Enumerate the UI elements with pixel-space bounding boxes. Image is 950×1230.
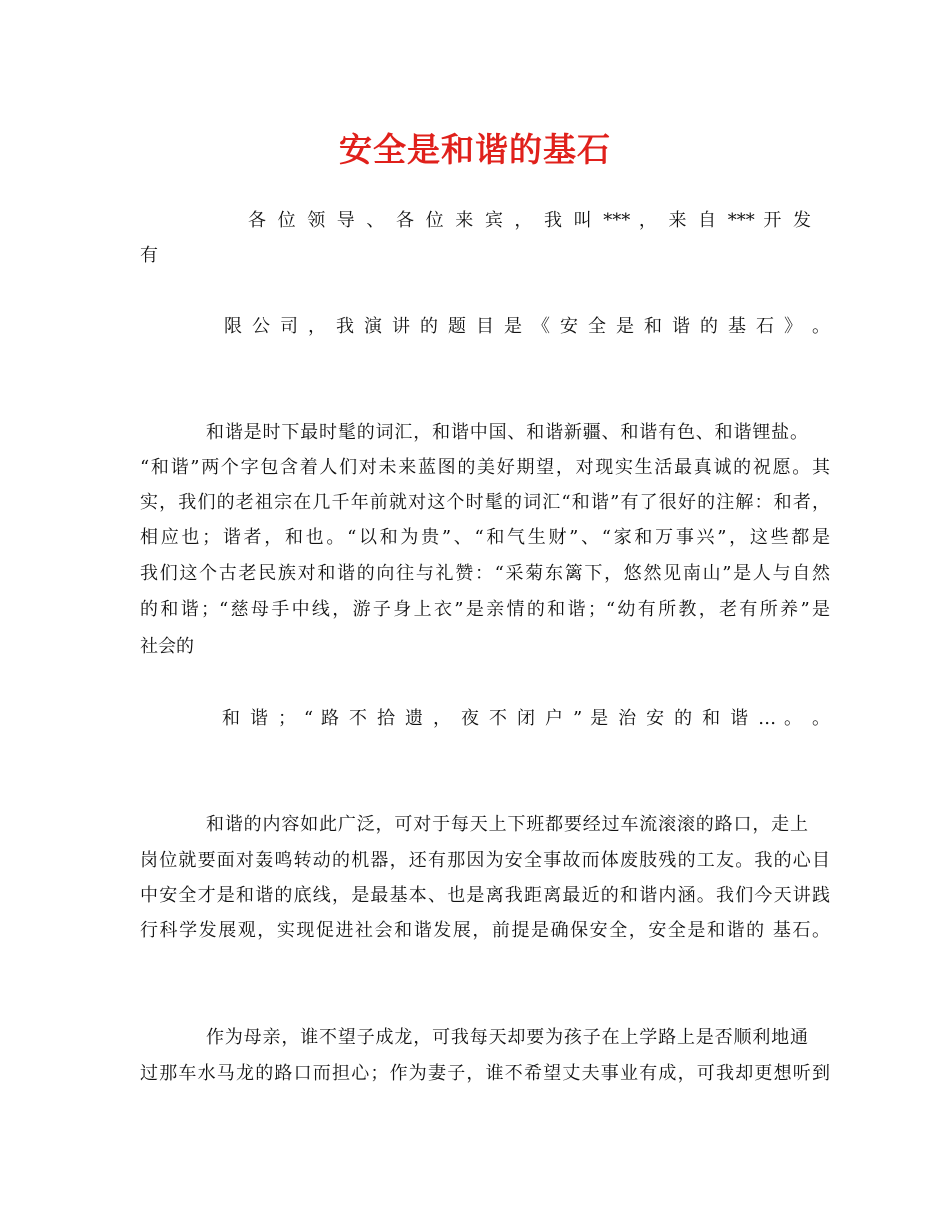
para1-line-1: 和谐是时下最时髦的词汇，和谐中国、和谐新疆、和谐有色、和谐锂盐。 xyxy=(206,422,808,443)
para1-line-6: 的和谐；“慈母手中线，游子身上衣”是亲情的和谐；“幼有所教，老有所养”是 xyxy=(140,599,830,620)
para1-line-4: 相应也；谐者，和也。“以和为贵”、“和气生财”、“家和万事兴”，这些都是 xyxy=(140,527,830,548)
para2-line-3: 中安全才是和谐的底线，是最基本、也是离我距离最近的和谐内涵。我们今天讲践 xyxy=(140,885,830,906)
para2-line-1: 和谐的内容如此广泛，可对于每天上下班都要经过车流滚滚的路口，走上 xyxy=(206,814,808,835)
para2-line-4: 行科学发展观，实现促进社会和谐发展，前提是确保安全，安全是和谐的 基石。 xyxy=(140,920,830,941)
document-title: 安全是和谐的基石 xyxy=(339,130,611,169)
para1-line-3: 实，我们的老祖宗在几千年前就对这个时髦的词汇“和谐”有了很好的注解：和者， xyxy=(140,492,830,513)
para2-line-2: 岗位就要面对轰鸣转动的机器，还有那因为安全事故而体废肢残的工友。我的心目 xyxy=(140,850,830,871)
para1-tail-line: 和 谐 ； “ 路 不 拾 遗 ， 夜 不 闭 户 ” 是 治 安 的 和 谐 … 。 。 xyxy=(222,708,830,729)
intro-line-1: 各 位 领 导 、 各 位 来 宾 ， 我 叫 *** ， 来 自 *** 开 发 xyxy=(248,210,811,231)
para3-line-1: 作为母亲，谁不望子成龙，可我每天却要为孩子在上学路上是否顺利地通 xyxy=(206,1027,808,1048)
para1-line-2: “和谐”两个字包含着人们对未来蓝图的美好期望，对现实生活最真诚的祝愿。其 xyxy=(140,457,830,478)
intro-line-3: 限 公 司 ， 我 演 讲 的 题 目 是 《 安 全 是 和 谐 的 基 石 》 。 xyxy=(224,316,830,337)
para3-line-2: 过那车水马龙的路口而担心；作为妻子，谁不希望丈夫事业有成，可我却更想听到 xyxy=(140,1063,830,1084)
para1-line-7: 社会的 xyxy=(140,636,194,657)
para1-line-5: 我们这个古老民族对和谐的向往与礼赞：“采菊东篱下，悠然见南山”是人与自然 xyxy=(140,563,830,584)
intro-line-2: 有 xyxy=(140,245,158,266)
